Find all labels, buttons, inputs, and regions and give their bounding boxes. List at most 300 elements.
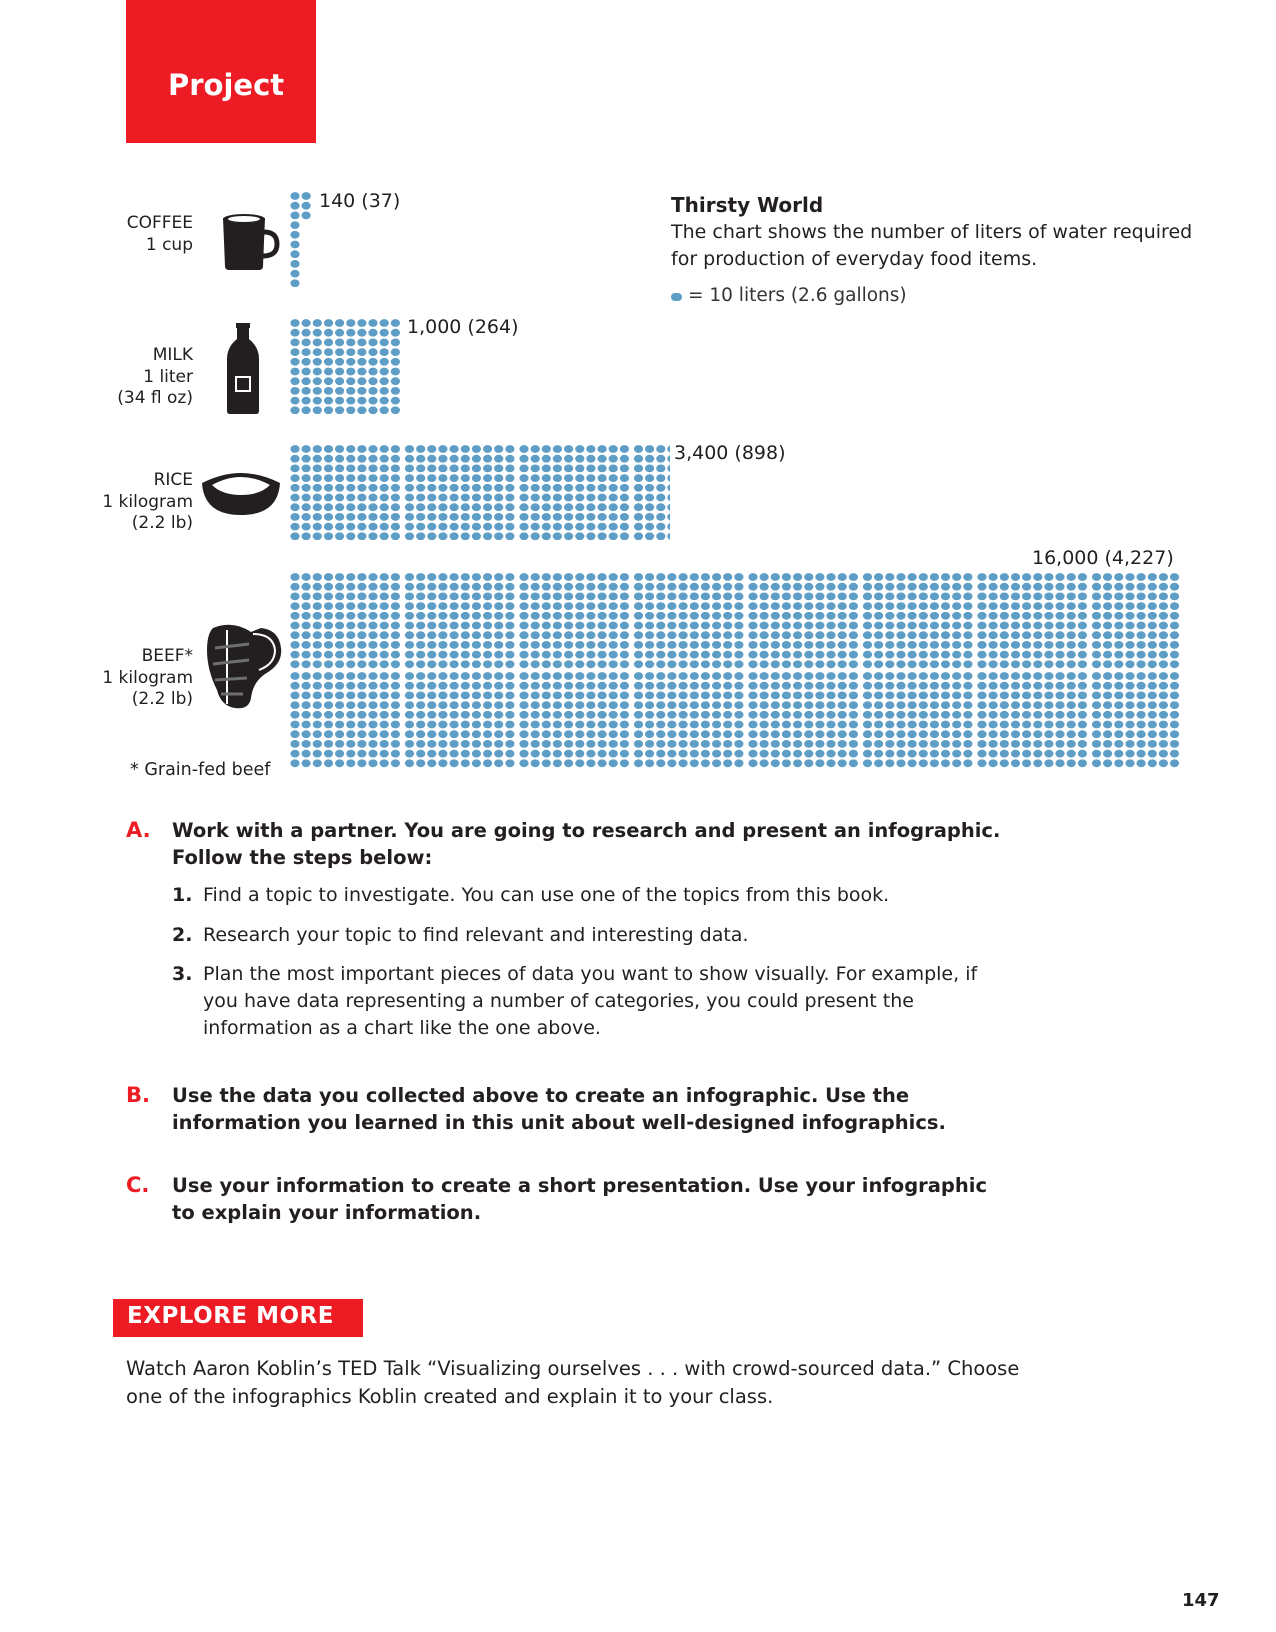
water-dot [793,622,802,630]
task-c-letter: C. [126,1173,150,1197]
water-dot [494,513,503,521]
water-dot [863,651,872,659]
water-dot [1022,730,1031,738]
water-dot [391,651,400,659]
water-dot [874,583,883,591]
water-dot [645,602,654,610]
water-dot [771,759,780,767]
water-dot [793,583,802,591]
water-dot [450,484,459,492]
water-dot [1170,730,1179,738]
water-dot [1103,602,1112,610]
water-dot [989,612,998,620]
water-dot [324,513,333,521]
water-dot [531,455,540,463]
water-dot [977,583,986,591]
water-dot [656,641,665,649]
water-dot [782,660,791,668]
water-dot [734,573,743,581]
water-dot [461,701,470,709]
water-dot [461,455,470,463]
water-dot [427,455,436,463]
water-dot [357,583,366,591]
water-dot [391,721,400,729]
page-number: 147 [1182,1590,1220,1611]
water-dot [930,583,939,591]
water-dot [461,692,470,700]
water-dot [645,532,654,540]
water-dot [346,406,355,414]
water-dot [313,573,322,581]
water-dot [804,682,813,690]
water-dot [519,494,528,502]
water-dot [519,523,528,531]
task-c-text: Use your information to create a short presentation. Use your infographic to explain your information. [172,1174,988,1224]
water-dot [863,672,872,680]
water-dot [1022,692,1031,700]
water-dot [1114,692,1123,700]
water-dot [679,641,688,649]
water-dot [483,602,492,610]
water-dot [1103,631,1112,639]
water-dot [450,631,459,639]
water-dot [1022,612,1031,620]
water-dot [302,701,311,709]
water-dot [1067,750,1076,758]
water-dot [1067,759,1076,767]
rice-bowl-icon [200,465,282,517]
water-dot [380,513,389,521]
water-dot [815,641,824,649]
water-dot [908,602,917,610]
water-dot [760,701,769,709]
water-dot [977,641,986,649]
water-dot [620,701,629,709]
water-dot [427,494,436,502]
water-dot [391,660,400,668]
water-dot [346,593,355,601]
water-dot [1159,730,1168,738]
water-dot [313,474,322,482]
water-dot [391,406,400,414]
water-dot [531,682,540,690]
water-dot [346,583,355,591]
water-dot [656,593,665,601]
water-dot [977,660,986,668]
water-dot [849,612,858,620]
water-dot [656,602,665,610]
water-dot [1033,692,1042,700]
water-dot [941,631,950,639]
water-dot [335,368,344,376]
water-dot [346,494,355,502]
water-dot [450,602,459,610]
water-dot [1137,602,1146,610]
water-dot [380,593,389,601]
water-dot [609,622,618,630]
water-dot [941,573,950,581]
water-dot [472,583,481,591]
water-dot [804,612,813,620]
water-dot [1125,750,1134,758]
water-dot [427,622,436,630]
water-dot [941,750,950,758]
water-dot [874,573,883,581]
water-dot [472,682,481,690]
water-dot [1000,612,1009,620]
water-dot [438,660,447,668]
water-dot [919,692,928,700]
water-dot [346,348,355,356]
water-dot [575,523,584,531]
water-dot [701,631,710,639]
water-dot [575,532,584,540]
water-dot [461,721,470,729]
water-dot [302,319,311,327]
legend-text: = 10 liters (2.6 gallons) [688,285,907,306]
water-dot [804,730,813,738]
water-dot [609,641,618,649]
water-dot [357,641,366,649]
water-dot [977,750,986,758]
water-dot [667,484,670,492]
water-dot [575,513,584,521]
water-dot [405,474,414,482]
water-dot [483,494,492,502]
water-dot [1011,759,1020,767]
water-dot [494,692,503,700]
water-dot [324,474,333,482]
water-dot [1092,721,1101,729]
water-dot [416,692,425,700]
water-dot [679,583,688,591]
water-dot [531,740,540,748]
water-dot [302,740,311,748]
water-dot [804,593,813,601]
water-dot [324,523,333,531]
water-dot [335,750,344,758]
water-dot [1092,672,1101,680]
water-dot [896,593,905,601]
water-dot [645,721,654,729]
water-dot [302,494,311,502]
water-dot [896,750,905,758]
water-dot [667,759,676,767]
water-dot [1137,612,1146,620]
water-dot [815,602,824,610]
water-dot [930,641,939,649]
water-dot [634,445,643,453]
water-dot [712,660,721,668]
water-dot [542,503,551,511]
water-dot [505,631,514,639]
water-dot [368,672,377,680]
water-dot [1022,701,1031,709]
water-dot [519,682,528,690]
water-dot [1125,660,1134,668]
water-dot [335,513,344,521]
water-dot [645,593,654,601]
water-dot [368,759,377,767]
water-dot [609,494,618,502]
water-dot [302,474,311,482]
water-dot [609,672,618,680]
water-dot [690,583,699,591]
water-dot [290,494,299,502]
water-dot [416,641,425,649]
water-dot [896,651,905,659]
water-dot [542,622,551,630]
water-dot [427,602,436,610]
water-dot [690,622,699,630]
water-dot [679,721,688,729]
water-dot [335,348,344,356]
water-dot [771,622,780,630]
water-dot [313,651,322,659]
water-dot [977,651,986,659]
water-dot [416,465,425,473]
water-dot [1092,682,1101,690]
water-dot [863,612,872,620]
water-dot [734,631,743,639]
water-dot [391,692,400,700]
water-dot [346,387,355,395]
water-dot [908,701,917,709]
water-dot [1114,583,1123,591]
water-dot [357,339,366,347]
water-dot [461,573,470,581]
water-dot [1011,701,1020,709]
water-dot [290,622,299,630]
water-dot [734,641,743,649]
water-dot [952,612,961,620]
water-dot [483,672,492,680]
water-dot [553,532,562,540]
water-dot [472,445,481,453]
water-dot [930,692,939,700]
water-dot [302,612,311,620]
water-dot [368,329,377,337]
water-dot [1170,692,1179,700]
water-dot [302,202,311,210]
water-dot [346,721,355,729]
water-dot [1011,660,1020,668]
water-dot [908,759,917,767]
water-dot [1055,641,1064,649]
water-dot [760,740,769,748]
water-dot [564,622,573,630]
water-dot [575,750,584,758]
water-dot [634,660,643,668]
water-dot [1067,730,1076,738]
water-dot [494,701,503,709]
water-dot [1114,593,1123,601]
water-dot [1055,759,1064,767]
water-dot [1114,602,1123,610]
water-dot [656,474,665,482]
water-dot [290,651,299,659]
water-dot [989,583,998,591]
water-dot [553,593,562,601]
water-dot [531,445,540,453]
water-dot [1011,711,1020,719]
water-dot [505,445,514,453]
water-dot [313,377,322,385]
water-dot [748,740,757,748]
water-dot [357,721,366,729]
water-dot [391,387,400,395]
water-dot [782,721,791,729]
water-dot [712,740,721,748]
water-dot [1170,631,1179,639]
water-dot [701,651,710,659]
water-dot [494,651,503,659]
water-dot [324,377,333,385]
water-dot [564,651,573,659]
water-dot [760,602,769,610]
water-dot [656,445,665,453]
water-dot [896,730,905,738]
water-dot [335,455,344,463]
water-dot [782,750,791,758]
water-dot [849,651,858,659]
water-dot [438,484,447,492]
water-dot [1170,672,1179,680]
water-dot [575,660,584,668]
water-dot [838,660,847,668]
water-dot [391,682,400,690]
water-dot [519,474,528,482]
water-dot [302,602,311,610]
water-dot [575,465,584,473]
water-dot [357,532,366,540]
water-dot [586,583,595,591]
water-dot [302,329,311,337]
water-dot [1067,583,1076,591]
water-dot [461,622,470,630]
water-dot [815,622,824,630]
water-dot [531,612,540,620]
water-dot [391,503,400,511]
water-dot [1044,730,1053,738]
water-dot [760,721,769,729]
water-dot [335,612,344,620]
water-dot [357,701,366,709]
water-dot [782,740,791,748]
water-dot [723,660,732,668]
water-dot [1022,721,1031,729]
water-dot [519,721,528,729]
water-dot [505,711,514,719]
water-dot [667,672,676,680]
water-dot [734,692,743,700]
water-dot [553,651,562,659]
water-dot [472,651,481,659]
water-dot [438,711,447,719]
water-dot [620,445,629,453]
water-dot [930,612,939,620]
water-dot [405,740,414,748]
water-dot [941,651,950,659]
water-dot [989,750,998,758]
water-dot [391,397,400,405]
water-dot [634,602,643,610]
water-dot [826,651,835,659]
water-dot [483,721,492,729]
water-dot [1022,622,1031,630]
water-dot [505,523,514,531]
water-dot [1044,631,1053,639]
water-dot [690,573,699,581]
water-dot [391,602,400,610]
water-dot [1148,612,1157,620]
water-dot [634,740,643,748]
water-dot [760,682,769,690]
water-dot [1044,750,1053,758]
water-dot [908,651,917,659]
water-dot [1033,711,1042,719]
water-dot [598,455,607,463]
water-dot [505,651,514,659]
water-dot [977,682,986,690]
water-dot [977,692,986,700]
water-dot [346,701,355,709]
water-dot [849,721,858,729]
water-dot [416,701,425,709]
water-dot [405,641,414,649]
water-dot [586,494,595,502]
water-dot [302,406,311,414]
water-dot [748,651,757,659]
water-dot [553,622,562,630]
water-dot [723,682,732,690]
water-dot [575,474,584,482]
water-dot [519,583,528,591]
water-dot [494,494,503,502]
water-dot [952,750,961,758]
water-dot [826,641,835,649]
water-dot [1055,682,1064,690]
water-dot [748,711,757,719]
water-dot [849,593,858,601]
water-dot [368,465,377,473]
water-dot [620,465,629,473]
water-dot [564,593,573,601]
water-dot [634,701,643,709]
water-dot [1148,660,1157,668]
water-dot [346,759,355,767]
water-dot [290,750,299,758]
water-dot [346,682,355,690]
water-dot [1159,622,1168,630]
water-dot [723,573,732,581]
water-dot [324,730,333,738]
water-dot [461,523,470,531]
water-dot [598,682,607,690]
water-dot [793,740,802,748]
water-dot [380,721,389,729]
water-dot [941,701,950,709]
water-dot [874,660,883,668]
water-dot [1011,721,1020,729]
water-dot [908,682,917,690]
water-dot [450,593,459,601]
water-dot [1148,730,1157,738]
water-dot [734,660,743,668]
water-dot [804,573,813,581]
water-dot [1055,740,1064,748]
water-dot [416,759,425,767]
